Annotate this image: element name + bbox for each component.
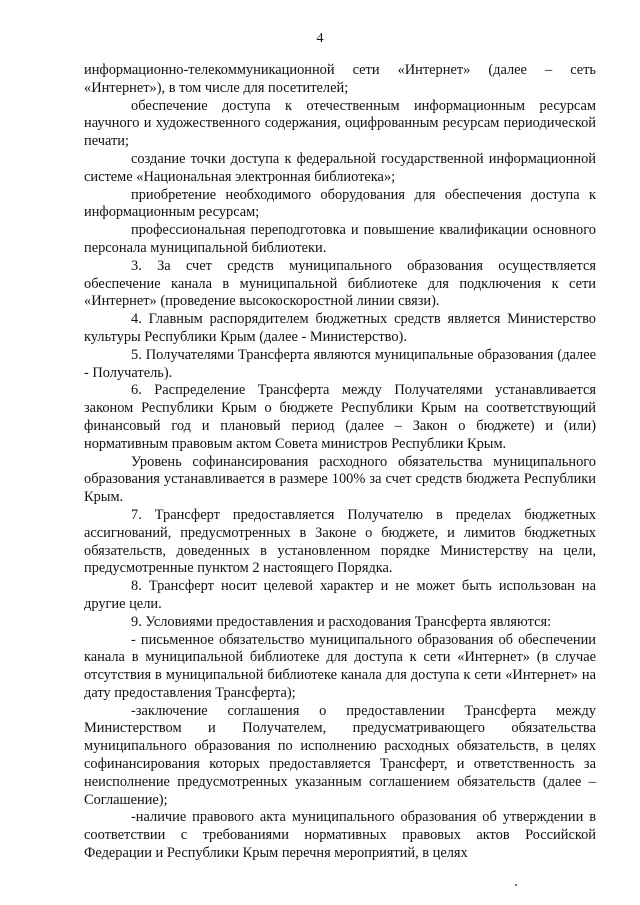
clause-5: 5. Получателями Трансферта являются муниципальные образования (далее - Получатель). [84,346,596,381]
condition-agreement: -заключение соглашения о предоставлении Трансферта между Министерством и Получателем, предусматривающего обязательства муниципального образования по исполнению расходных обязательств, в целях софинансирования которых предоставляется Трансферт, и ответственность за неисполнение предусмотренных указанным соглашением обязательств (далее – Соглашение); [84,702,596,808]
clause-6: 6. Распределение Трансферта между Получателями устанавливается законом Республики Крым о бюджете Республики Крым на соответствующий финансовый год и плановый период (далее – Закон о бюджете) и (или) нормативным правовым актом Совета министров Республики Крым. [84,382,596,452]
page-number: 4 [316,31,324,46]
clause-7: 7. Трансферт предоставляется Получателю в пределах бюджетных ассигнований, предусмотренных в Законе о бюджете, и лимитов бюджетных обязательств, доведенных в установленном порядке Министерству на цели, предусмотренные пунктом 2 настоящего Порядка. [84,506,596,577]
paragraph-network-continued: информационно-телекоммуникационной сети «Интернет» (далее – сеть «Интернет»), в том числе для посетителей; [84,62,596,96]
clause-3: 3. За счет средств муниципального образования осуществляется обеспечение канала в муниципальной библиотеке для подключения к сети «Интернет» (проведение высокоскоростной линии связи). [84,257,596,310]
paragraph-access-point: создание точки доступа к федеральной государственной информационной системе «Национальная электронная библиотека»; [84,150,596,185]
scan-speck [515,884,517,886]
clause-9: 9. Условиями предоставления и расходования Трансферта являются: [131,613,552,630]
condition-written-obligation: - письменное обязательство муниципального образования об обеспечении канала в муниципальной библиотеке для доступа к сети «Интернет» (в случае отсутствия в муниципальной библиотеке канала для доступа к сети «Интернет» на дату предоставления Трансферта); [84,631,596,701]
paragraph-retraining: профессиональная переподготовка и повышение квалификации основного персонала муниципальной библиотеки. [84,222,596,256]
document-body [84,62,596,863]
clause-4: 4. Главным распорядителем бюджетных средств является Министерство культуры Республики Крым (далее - Министерство). [84,311,596,345]
paragraph-equipment: приобретение необходимого оборудования для обеспечения доступа к информационным ресурсам; [84,186,596,221]
paragraph-access-resources: обеспечение доступа к отечественным информационным ресурсам научного и художественного содержания, оцифрованным ресурсам периодической печати; [84,97,596,150]
clause-8: 8. Трансферт носит целевой характер и не может быть использован на другие цели. [84,578,596,612]
condition-legal-act: -наличие правового акта муниципального образования об утверждении в соответствии с требованиями нормативных правовых актов Российской Федерации и Республики Крым перечня мероприятий, в целях [84,809,596,862]
paragraph-cofinancing-level: Уровень софинансирования расходного обязательства муниципального образования устанавливается в размере 100% за счет средств бюджета Республики Крым. [84,453,596,506]
